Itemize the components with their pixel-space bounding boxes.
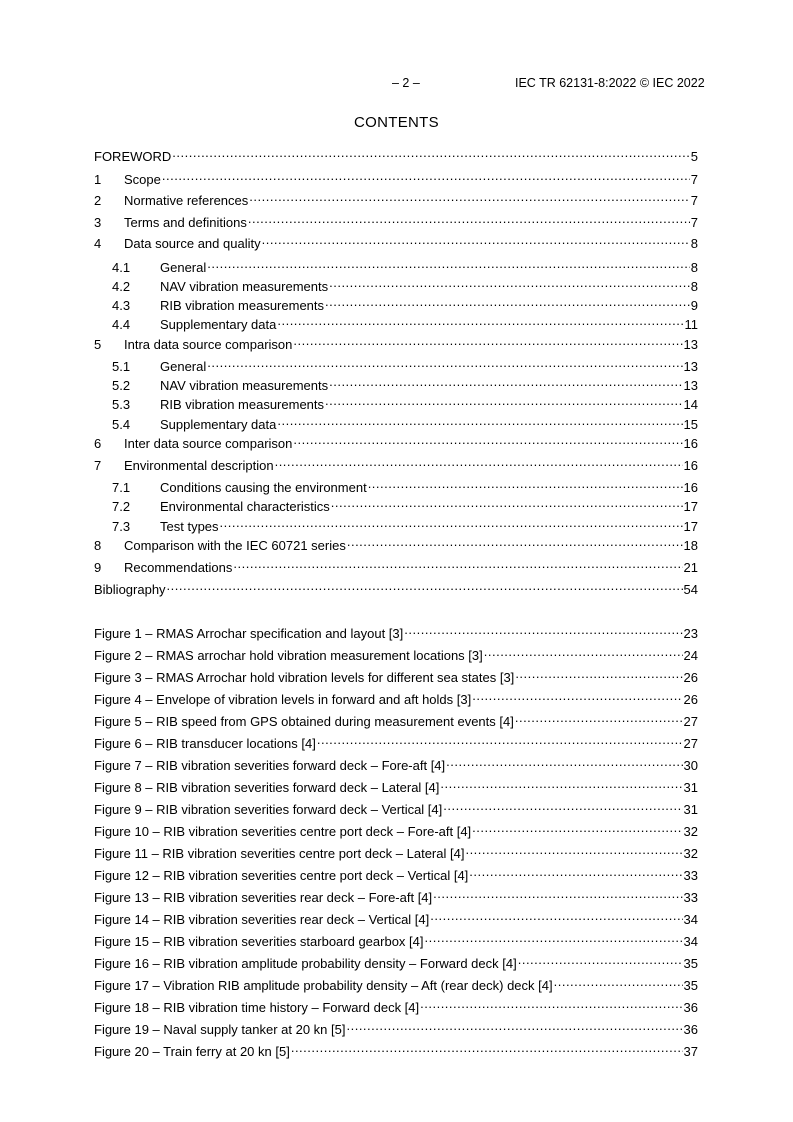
toc-entry[interactable]: [94, 515, 698, 534]
toc-entry-page: 7: [690, 193, 698, 208]
figure-entry-title: Figure 18 – RIB vibration time history – Forward deck [4]: [94, 1000, 420, 1015]
toc-entry-title: Normative references: [124, 193, 249, 208]
figure-entry-title: Figure 10 – RIB vibration severities centre port deck – Fore-aft [4]: [94, 824, 472, 839]
toc-entry-title: Test types: [160, 519, 219, 534]
toc-entry-title: Intra data source comparison: [124, 337, 293, 352]
toc-entry[interactable]: [94, 495, 698, 514]
figure-entry[interactable]: [94, 930, 698, 949]
figure-entry-page: 35: [683, 978, 698, 993]
figure-entry-page: 27: [683, 736, 698, 751]
figure-entry-title: Figure 11 – RIB vibration severities centre port deck – Lateral [4]: [94, 846, 465, 861]
toc-entry-page: 21: [683, 560, 698, 575]
dot-leader: [472, 688, 682, 704]
toc-entry-title: General: [160, 359, 207, 374]
figure-entry[interactable]: [94, 952, 698, 971]
figure-entry-page: 34: [683, 934, 698, 949]
figure-entry-page: 31: [683, 780, 698, 795]
toc-entry-title: Comparison with the IEC 60721 series: [124, 538, 346, 553]
dot-leader: [325, 294, 690, 310]
dot-leader: [317, 732, 683, 748]
dot-leader: [275, 454, 683, 470]
document-id: IEC TR 62131-8:2022 © IEC 2022: [515, 76, 705, 90]
dot-leader: [518, 952, 683, 968]
toc-entry-number: 7.3: [112, 519, 131, 534]
toc-entry-number: 7: [94, 458, 102, 473]
dot-leader: [472, 820, 682, 836]
toc-entry-title: RIB vibration measurements: [160, 298, 325, 313]
figure-entry[interactable]: [94, 644, 698, 663]
figure-entry-title: Figure 14 – RIB vibration severities rear deck – Vertical [4]: [94, 912, 430, 927]
toc-entry[interactable]: [94, 256, 698, 275]
figure-entry-page: 26: [683, 692, 698, 707]
dot-leader: [207, 256, 690, 272]
toc-entry-number: 1: [94, 172, 102, 187]
toc-entry[interactable]: [94, 534, 698, 553]
toc-entry[interactable]: [94, 432, 698, 451]
toc-entry-title: Terms and definitions: [124, 215, 247, 230]
dot-leader: [233, 556, 682, 572]
dot-leader: [404, 622, 682, 638]
figure-entry-page: 24: [683, 648, 698, 663]
toc-entry-title: Supplementary data: [160, 317, 277, 332]
dot-leader: [425, 930, 683, 946]
dot-leader: [443, 798, 682, 814]
toc-entry-number: 2: [94, 193, 102, 208]
dot-leader: [249, 189, 689, 205]
figure-entry-title: Figure 2 – RMAS arrochar hold vibration measurement locations [3]: [94, 648, 483, 663]
figure-entry[interactable]: [94, 710, 698, 729]
toc-entry-page: 14: [683, 397, 698, 412]
figure-entry[interactable]: [94, 864, 698, 883]
toc-entry-title: Conditions causing the environment: [160, 480, 367, 495]
toc-entry-number: 7.2: [112, 499, 131, 514]
figure-entry-page: 35: [683, 956, 698, 971]
dot-leader: [465, 842, 682, 858]
figure-entry-page: 36: [683, 1022, 698, 1037]
toc-entry-title: Environmental description: [124, 458, 274, 473]
toc-entry-page: 17: [683, 519, 698, 534]
toc-entry-page: 11: [684, 317, 698, 332]
dot-leader: [430, 908, 682, 924]
toc-entry[interactable]: [94, 232, 698, 251]
page-number: – 2 –: [392, 76, 420, 90]
dot-leader: [291, 1040, 683, 1056]
toc-entry[interactable]: [94, 454, 698, 473]
dot-leader: [469, 864, 682, 880]
toc-entry-page: 8: [690, 236, 698, 251]
figure-entry[interactable]: [94, 732, 698, 751]
toc-entry-number: 4.2: [112, 279, 131, 294]
dot-leader: [248, 211, 690, 227]
dot-leader: [172, 145, 689, 161]
toc-entry-title: RIB vibration measurements: [160, 397, 325, 412]
figure-entry-title: Figure 1 – RMAS Arrochar specification and layout [3]: [94, 626, 404, 641]
toc-entry-number: 5.1: [112, 359, 131, 374]
dot-leader: [207, 355, 682, 371]
dot-leader: [262, 232, 690, 248]
dot-leader: [293, 432, 682, 448]
toc-entry-page: 8: [690, 260, 698, 275]
dot-leader: [167, 578, 683, 594]
toc-entry-page: 7: [690, 215, 698, 230]
toc-entry[interactable]: [94, 313, 698, 332]
dot-leader: [277, 413, 682, 429]
figure-entry[interactable]: [94, 996, 698, 1015]
figure-entry[interactable]: [94, 908, 698, 927]
figure-entry-title: Figure 12 – RIB vibration severities centre port deck – Vertical [4]: [94, 868, 469, 883]
toc-entry-page: 5: [690, 149, 698, 164]
toc-entry-title: Environmental characteristics: [160, 499, 330, 514]
figure-entry-title: Figure 19 – Naval supply tanker at 20 kn [5]: [94, 1022, 346, 1037]
page-header: [0, 76, 793, 92]
toc-entry-page: 13: [683, 378, 698, 393]
figure-entry[interactable]: [94, 754, 698, 773]
figure-entry-title: Figure 7 – RIB vibration severities forward deck – Fore-aft [4]: [94, 758, 446, 773]
figure-entry-page: 26: [683, 670, 698, 685]
figure-entry[interactable]: [94, 886, 698, 905]
figure-entry-page: 33: [683, 890, 698, 905]
dot-leader: [347, 534, 683, 550]
figure-entry[interactable]: [94, 1018, 698, 1037]
toc-entry-number: 5.2: [112, 378, 131, 393]
toc-entry-title: FOREWORD: [94, 149, 172, 164]
dot-leader: [331, 495, 683, 511]
toc-entry[interactable]: [94, 355, 698, 374]
figure-entry-page: 33: [683, 868, 698, 883]
dot-leader: [515, 666, 682, 682]
dot-leader: [346, 1018, 682, 1034]
figure-entry-title: Figure 13 – RIB vibration severities rear deck – Fore-aft [4]: [94, 890, 433, 905]
toc-entry[interactable]: [94, 294, 698, 313]
toc-entry[interactable]: [94, 393, 698, 412]
toc-entry-number: 5.4: [112, 417, 131, 432]
toc-entry-page: 17: [683, 499, 698, 514]
toc-entry-title: Bibliography: [94, 582, 166, 597]
dot-leader: [446, 754, 682, 770]
toc-entry-title: Recommendations: [124, 560, 233, 575]
figure-entry-page: 34: [683, 912, 698, 927]
toc-entry-number: 8: [94, 538, 102, 553]
figure-entry-page: 23: [683, 626, 698, 641]
toc-entry-title: Supplementary data: [160, 417, 277, 432]
figure-entry-title: Figure 20 – Train ferry at 20 kn [5]: [94, 1044, 290, 1059]
toc-entry-title: Data source and quality: [124, 236, 261, 251]
toc-entry-page: 8: [690, 279, 698, 294]
dot-leader: [325, 393, 683, 409]
toc-entry-number: 7.1: [112, 480, 131, 495]
dot-leader: [368, 476, 683, 492]
toc-entry-title: General: [160, 260, 207, 275]
toc-entry-number: 6: [94, 436, 102, 451]
dot-leader: [329, 374, 682, 390]
figure-entry-title: Figure 3 – RMAS Arrochar hold vibration levels for different sea states [3]: [94, 670, 515, 685]
toc-entry[interactable]: [94, 413, 698, 432]
toc-entry-number: 4.1: [112, 260, 131, 275]
toc-entry[interactable]: [94, 333, 698, 352]
toc-entry-number: 5.3: [112, 397, 131, 412]
toc-entry-number: 5: [94, 337, 102, 352]
figure-entry[interactable]: [94, 622, 698, 641]
toc-entry-number: 4: [94, 236, 102, 251]
toc-entry-page: 18: [683, 538, 698, 553]
dot-leader: [433, 886, 682, 902]
figure-entry-page: 32: [683, 824, 698, 839]
figure-entry-title: Figure 4 – Envelope of vibration levels in forward and aft holds [3]: [94, 692, 472, 707]
dot-leader: [515, 710, 683, 726]
figure-entry-title: Figure 6 – RIB transducer locations [4]: [94, 736, 316, 751]
figure-entry[interactable]: [94, 798, 698, 817]
toc-entry-page: 9: [690, 298, 698, 313]
toc-entry[interactable]: [94, 168, 698, 187]
figure-entry-title: Figure 5 – RIB speed from GPS obtained during measurement events [4]: [94, 714, 514, 729]
figure-entry-title: Figure 15 – RIB vibration severities starboard gearbox [4]: [94, 934, 424, 949]
toc-entry-number: 4.4: [112, 317, 131, 332]
figure-entry[interactable]: [94, 776, 698, 795]
toc-entry-page: 16: [683, 458, 698, 473]
figure-entry[interactable]: [94, 974, 698, 993]
toc-entry[interactable]: [94, 578, 698, 597]
toc-entry[interactable]: [94, 189, 698, 208]
dot-leader: [220, 515, 683, 531]
dot-leader: [293, 333, 682, 349]
figure-entry-title: Figure 17 – Vibration RIB amplitude probability density – Aft (rear deck) deck [4]: [94, 978, 553, 993]
figure-entry-page: 27: [683, 714, 698, 729]
toc-entry[interactable]: [94, 374, 698, 393]
dot-leader: [329, 275, 690, 291]
figure-entry-title: Figure 16 – RIB vibration amplitude probability density – Forward deck [4]: [94, 956, 517, 971]
dot-leader: [277, 313, 683, 329]
toc-entry[interactable]: [94, 556, 698, 575]
figure-entry-title: Figure 9 – RIB vibration severities forward deck – Vertical [4]: [94, 802, 443, 817]
page-title: CONTENTS: [354, 114, 439, 131]
toc-entry[interactable]: [94, 211, 698, 230]
toc-entry-title: Scope: [124, 172, 161, 187]
toc-entry-page: 54: [683, 582, 698, 597]
toc-entry-page: 15: [683, 417, 698, 432]
figure-entry[interactable]: [94, 842, 698, 861]
figure-entry-page: 30: [683, 758, 698, 773]
toc-entry-page: 16: [683, 436, 698, 451]
figure-entry-title: Figure 8 – RIB vibration severities forward deck – Lateral [4]: [94, 780, 440, 795]
dot-leader: [440, 776, 682, 792]
toc-entry-number: 4.3: [112, 298, 131, 313]
figure-entry[interactable]: [94, 688, 698, 707]
dot-leader: [484, 644, 683, 660]
toc-entry-page: 13: [683, 337, 698, 352]
toc-entry-page: 16: [683, 480, 698, 495]
toc-entry-page: 13: [683, 359, 698, 374]
toc-entry[interactable]: [94, 145, 698, 164]
dot-leader: [162, 168, 690, 184]
figure-entry-page: 31: [683, 802, 698, 817]
toc-entry-page: 7: [690, 172, 698, 187]
figure-entry-page: 32: [683, 846, 698, 861]
dot-leader: [554, 974, 683, 990]
toc-entry[interactable]: [94, 476, 698, 495]
toc-entry-number: 9: [94, 560, 102, 575]
toc-entry-title: NAV vibration measurements: [160, 378, 329, 393]
figure-entry[interactable]: [94, 666, 698, 685]
figure-entry[interactable]: [94, 1040, 698, 1059]
figure-entry-page: 36: [683, 1000, 698, 1015]
toc-entry-number: 3: [94, 215, 102, 230]
figure-entry-page: 37: [683, 1044, 698, 1059]
toc-entry[interactable]: [94, 275, 698, 294]
toc-entry-title: Inter data source comparison: [124, 436, 293, 451]
dot-leader: [420, 996, 682, 1012]
figure-entry[interactable]: [94, 820, 698, 839]
toc-entry-title: NAV vibration measurements: [160, 279, 329, 294]
